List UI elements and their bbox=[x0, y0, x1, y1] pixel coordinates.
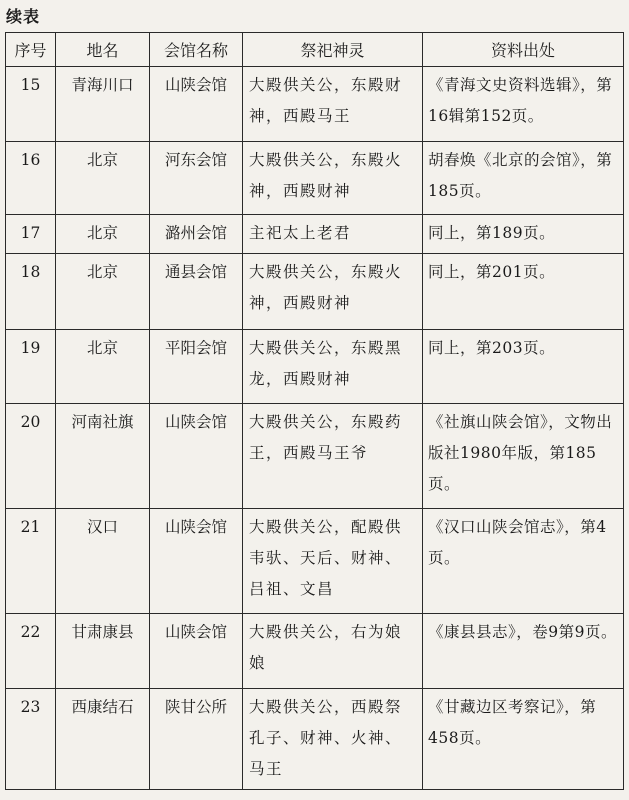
row-place: 北京 bbox=[56, 142, 150, 215]
row-hall: 潞州会馆 bbox=[150, 215, 243, 254]
header-hall-name: 会馆名称 bbox=[150, 33, 243, 67]
table-caption: 续表 bbox=[6, 7, 41, 26]
table-row bbox=[6, 67, 624, 142]
header-deity: 祭祀神灵 bbox=[243, 33, 423, 67]
row-index: 19 bbox=[6, 330, 56, 404]
table-row bbox=[6, 509, 624, 614]
row-place: 甘肃康县 bbox=[56, 614, 150, 689]
row-deity: 大殿供关公，东殿火神，西殿财神 bbox=[243, 142, 423, 215]
table-row bbox=[6, 614, 624, 689]
row-source: 《汉口山陕会馆志》，第4页。 bbox=[423, 509, 624, 614]
row-index: 16 bbox=[6, 142, 56, 215]
row-deity: 主祀太上老君 bbox=[243, 215, 423, 254]
row-source: 《社旗山陕会馆》，文物出版社1980年版，第185页。 bbox=[423, 404, 624, 509]
row-source: 《康县县志》，卷9第9页。 bbox=[423, 614, 624, 689]
table-row bbox=[6, 215, 624, 254]
table-row bbox=[6, 254, 624, 330]
row-source: 《青海文史资料选辑》，第16辑第152页。 bbox=[423, 67, 624, 142]
table-row bbox=[6, 142, 624, 215]
row-deity: 大殿供关公，东殿药王，西殿马王爷 bbox=[243, 404, 423, 509]
row-deity: 大殿供关公，右为娘娘 bbox=[243, 614, 423, 689]
row-place: 河南社旗 bbox=[56, 404, 150, 509]
header-index: 序号 bbox=[6, 33, 56, 67]
header-place: 地名 bbox=[56, 33, 150, 67]
table-row bbox=[6, 404, 624, 509]
row-deity: 大殿供关公，东殿黑龙，西殿财神 bbox=[243, 330, 423, 404]
row-hall: 山陕会馆 bbox=[150, 67, 243, 142]
row-hall: 山陕会馆 bbox=[150, 404, 243, 509]
row-deity: 大殿供关公，东殿火神，西殿财神 bbox=[243, 254, 423, 330]
row-index: 22 bbox=[6, 614, 56, 689]
row-place: 青海川口 bbox=[56, 67, 150, 142]
row-deity: 大殿供关公，配殿供韦驮、天后、财神、吕祖、文昌 bbox=[243, 509, 423, 614]
row-index: 18 bbox=[6, 254, 56, 330]
table-row bbox=[6, 689, 624, 790]
row-place: 北京 bbox=[56, 254, 150, 330]
row-place: 北京 bbox=[56, 330, 150, 404]
row-hall: 平阳会馆 bbox=[150, 330, 243, 404]
row-hall: 山陕会馆 bbox=[150, 614, 243, 689]
temple-table bbox=[5, 32, 624, 790]
row-hall: 河东会馆 bbox=[150, 142, 243, 215]
row-place: 西康结石 bbox=[56, 689, 150, 790]
header-row bbox=[6, 33, 624, 67]
header-source: 资料出处 bbox=[423, 33, 624, 67]
row-source: 胡春焕《北京的会馆》，第185页。 bbox=[423, 142, 624, 215]
row-index: 23 bbox=[6, 689, 56, 790]
row-source: 同上，第203页。 bbox=[423, 330, 624, 404]
row-source: 同上，第189页。 bbox=[423, 215, 624, 254]
row-place: 汉口 bbox=[56, 509, 150, 614]
row-source: 《甘藏边区考察记》，第458页。 bbox=[423, 689, 624, 790]
table-row bbox=[6, 330, 624, 404]
row-hall: 通县会馆 bbox=[150, 254, 243, 330]
row-place: 北京 bbox=[56, 215, 150, 254]
row-hall: 山陕会馆 bbox=[150, 509, 243, 614]
row-index: 17 bbox=[6, 215, 56, 254]
row-deity: 大殿供关公，西殿祭孔子、财神、火神、马王 bbox=[243, 689, 423, 790]
row-deity: 大殿供关公，东殿财神，西殿马王 bbox=[243, 67, 423, 142]
row-index: 20 bbox=[6, 404, 56, 509]
row-hall: 陕甘公所 bbox=[150, 689, 243, 790]
row-index: 21 bbox=[6, 509, 56, 614]
row-index: 15 bbox=[6, 67, 56, 142]
row-source: 同上，第201页。 bbox=[423, 254, 624, 330]
